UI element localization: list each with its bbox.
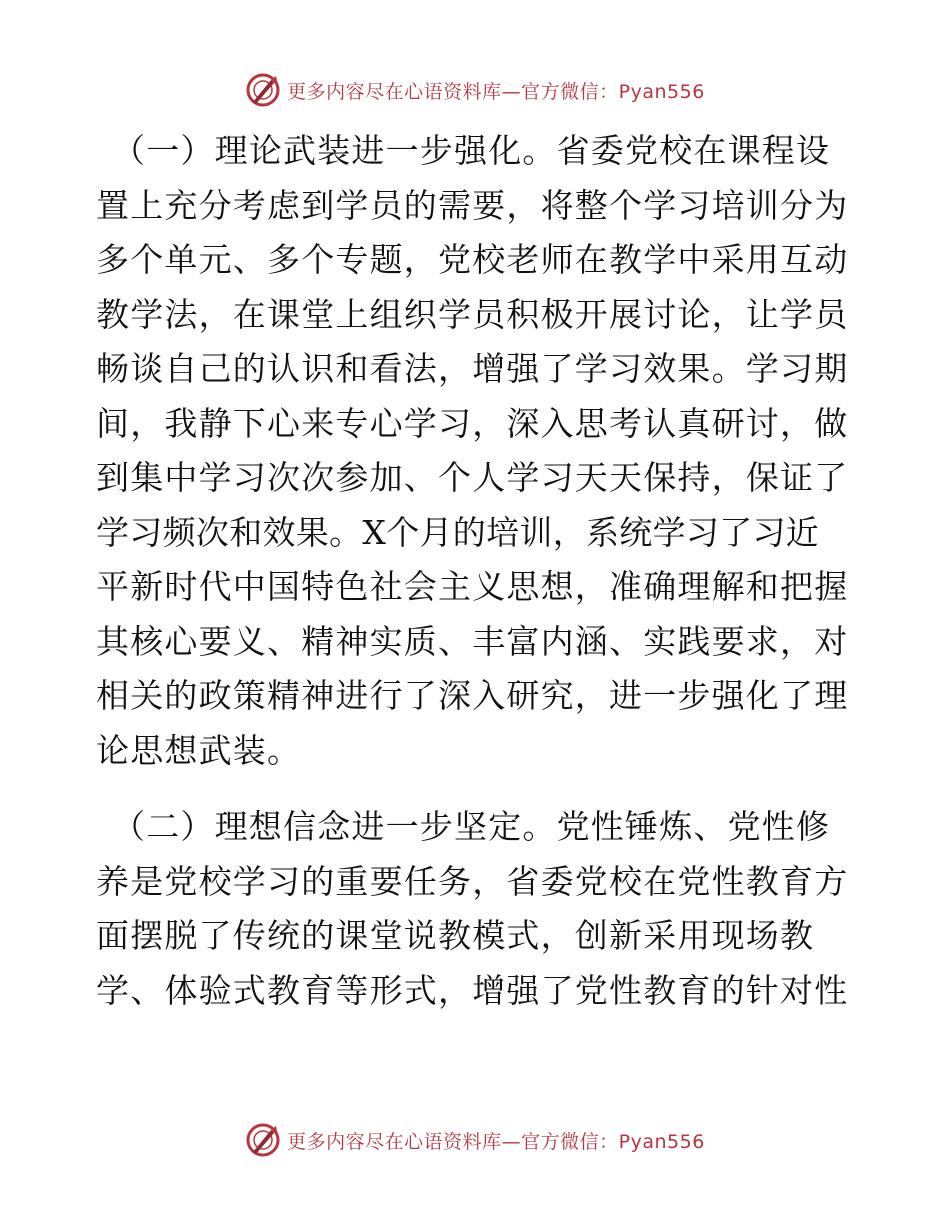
header-watermark [0,68,950,112]
paragraph-1 [96,124,848,778]
text-line: 多个单元、多个专题，党校老师在教学中采用互动 [96,240,849,279]
text-line: 相关的政策精神进行了深入研究，进一步强化了理 [96,676,849,715]
text-line: （二）理想信念进一步坚定。党性锤炼、党性修 [112,807,831,846]
text-line: 学、体验式教育等形式，增强了党性教育的针对性 [96,970,849,1010]
text-line: 间，我静下心来专心学习，深入思考认真研讨，做 [96,403,849,443]
footer-watermark [0,1118,950,1162]
text-line: 到集中学习次次参加、个人学习天天保持，保证了 [96,458,849,497]
watermark-text: 更多内容尽在心语资料库—官方微信：Pyan556 [287,1130,705,1153]
text-line: （一）理论武装进一步强化。省委党校在课程设 [112,131,831,170]
text-line: 其核心要义、精神实质、丰富内涵、实践要求，对 [96,621,849,661]
text-line: 学习频次和效果。X个月的培训，系统学习了习近 [96,512,820,552]
paragraph-2 [96,800,848,1018]
text-line: 养是党校学习的重要任务，省委党校在党性教育方 [96,861,849,901]
text-line: 教学法，在课堂上组织学员积极开展讨论，让学员 [96,294,849,334]
text-line: 畅谈自己的认识和看法，增强了学习效果。学习期 [96,349,849,388]
quill-logo-icon [245,1122,281,1158]
text-line: 平新时代中国特色社会主义思想，准确理解和把握 [96,567,849,606]
paragraph-spacer [96,778,848,800]
text-line: 置上充分考虑到学员的需要，将整个学习培训分为 [96,185,849,225]
quill-logo-icon [245,72,281,108]
document-body [96,124,848,1018]
watermark-text: 更多内容尽在心语资料库—官方微信：Pyan556 [287,80,705,103]
text-line: 论思想武装。 [96,730,302,770]
text-line: 面摆脱了传统的课堂说教模式，创新采用现场教 [96,916,815,955]
